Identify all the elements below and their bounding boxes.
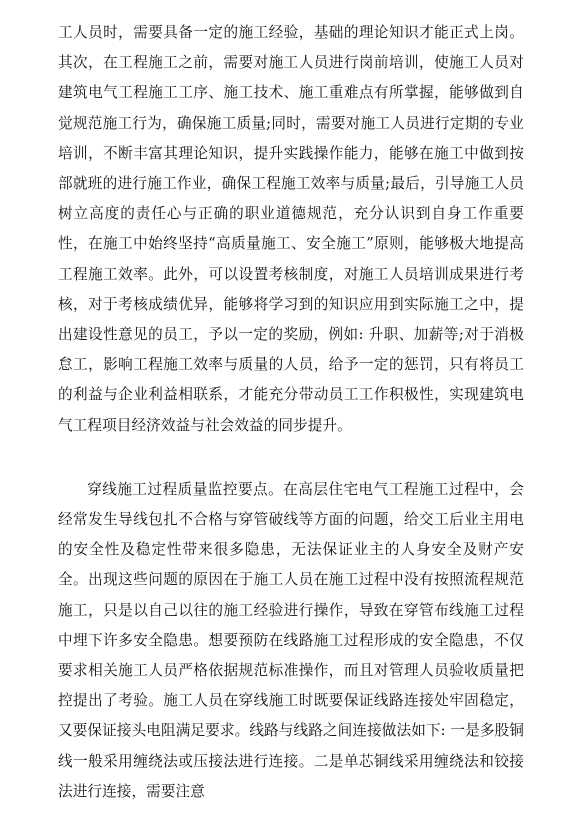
document-page — [58, 18, 524, 807]
body-paragraph-training: 工人员时，需要具备一定的施工经验，基础的理论知识才能正式上岗。其次，在工程施工之前，需要对施工人员进行岗前培训，使施工人员对建筑电气工程施工工序、施工技术、施工重难点有所掌握，能够做到自觉规范施工行为，确保施工质量;同时，需要对施工人员进行定期的专业培训，不断丰富其理论知识，提升实践操作能力，能够在施工中做到按部就班的进行施工作业，确保工程施工效率与质量;最后，引导施工人员树立高度的责任心与正确的职业道德规范，充分认识到自身工作重要性，在施工中始终坚持“高质量施工、安全施工”原则，能够极大地提高工程施工效率。此外，可以设置考核制度，对施工人员培训成果进行考核，对于考核成绩优异，能够将学习到的知识应用到实际施工之中，提出建设性意见的员工，予以一定的奖励，例如: 升职、加薪等;对于消极怠工，影响工程施工效率与质量的人员，给予一定的惩罚，只有将员工的利益与企业利益相联系，才能充分带动员工工作积极性，实现建筑电气工程项目经济效益与社会效益的同步提升。 — [58, 24, 524, 434]
body-paragraph-wiring-quality: 穿线施工过程质量监控要点。在高层住宅电气工程施工过程中，会经常发生导线包扎不合格与穿管破线等方面的问题，给交工后业主用电的安全性及稳定性带来很多隐患，无法保证业主的人身安全及财产安全。出现这些问题的原因在于施工人员在施工过程中没有按照流程规范施工，只是以自己以往的施工经验进行操作，导致在穿管布线施工过程中埋下许多安全隐患。想要预防在线路施工过程形成的安全隐患，不仅要求相关施工人员严格依据规范标准操作，而且对管理人员验收质量把控提出了考验。施工人员在穿线施工时既要保证线路连接处牢固稳定，又要保证接头电阻满足要求。线路与线路之间连接做法如下: 一是多股铜线一般采用缠绕法或压接法进行连接。二是单芯铜线采用缠绕法和铰接法进行连接，需要注意 — [58, 480, 524, 800]
